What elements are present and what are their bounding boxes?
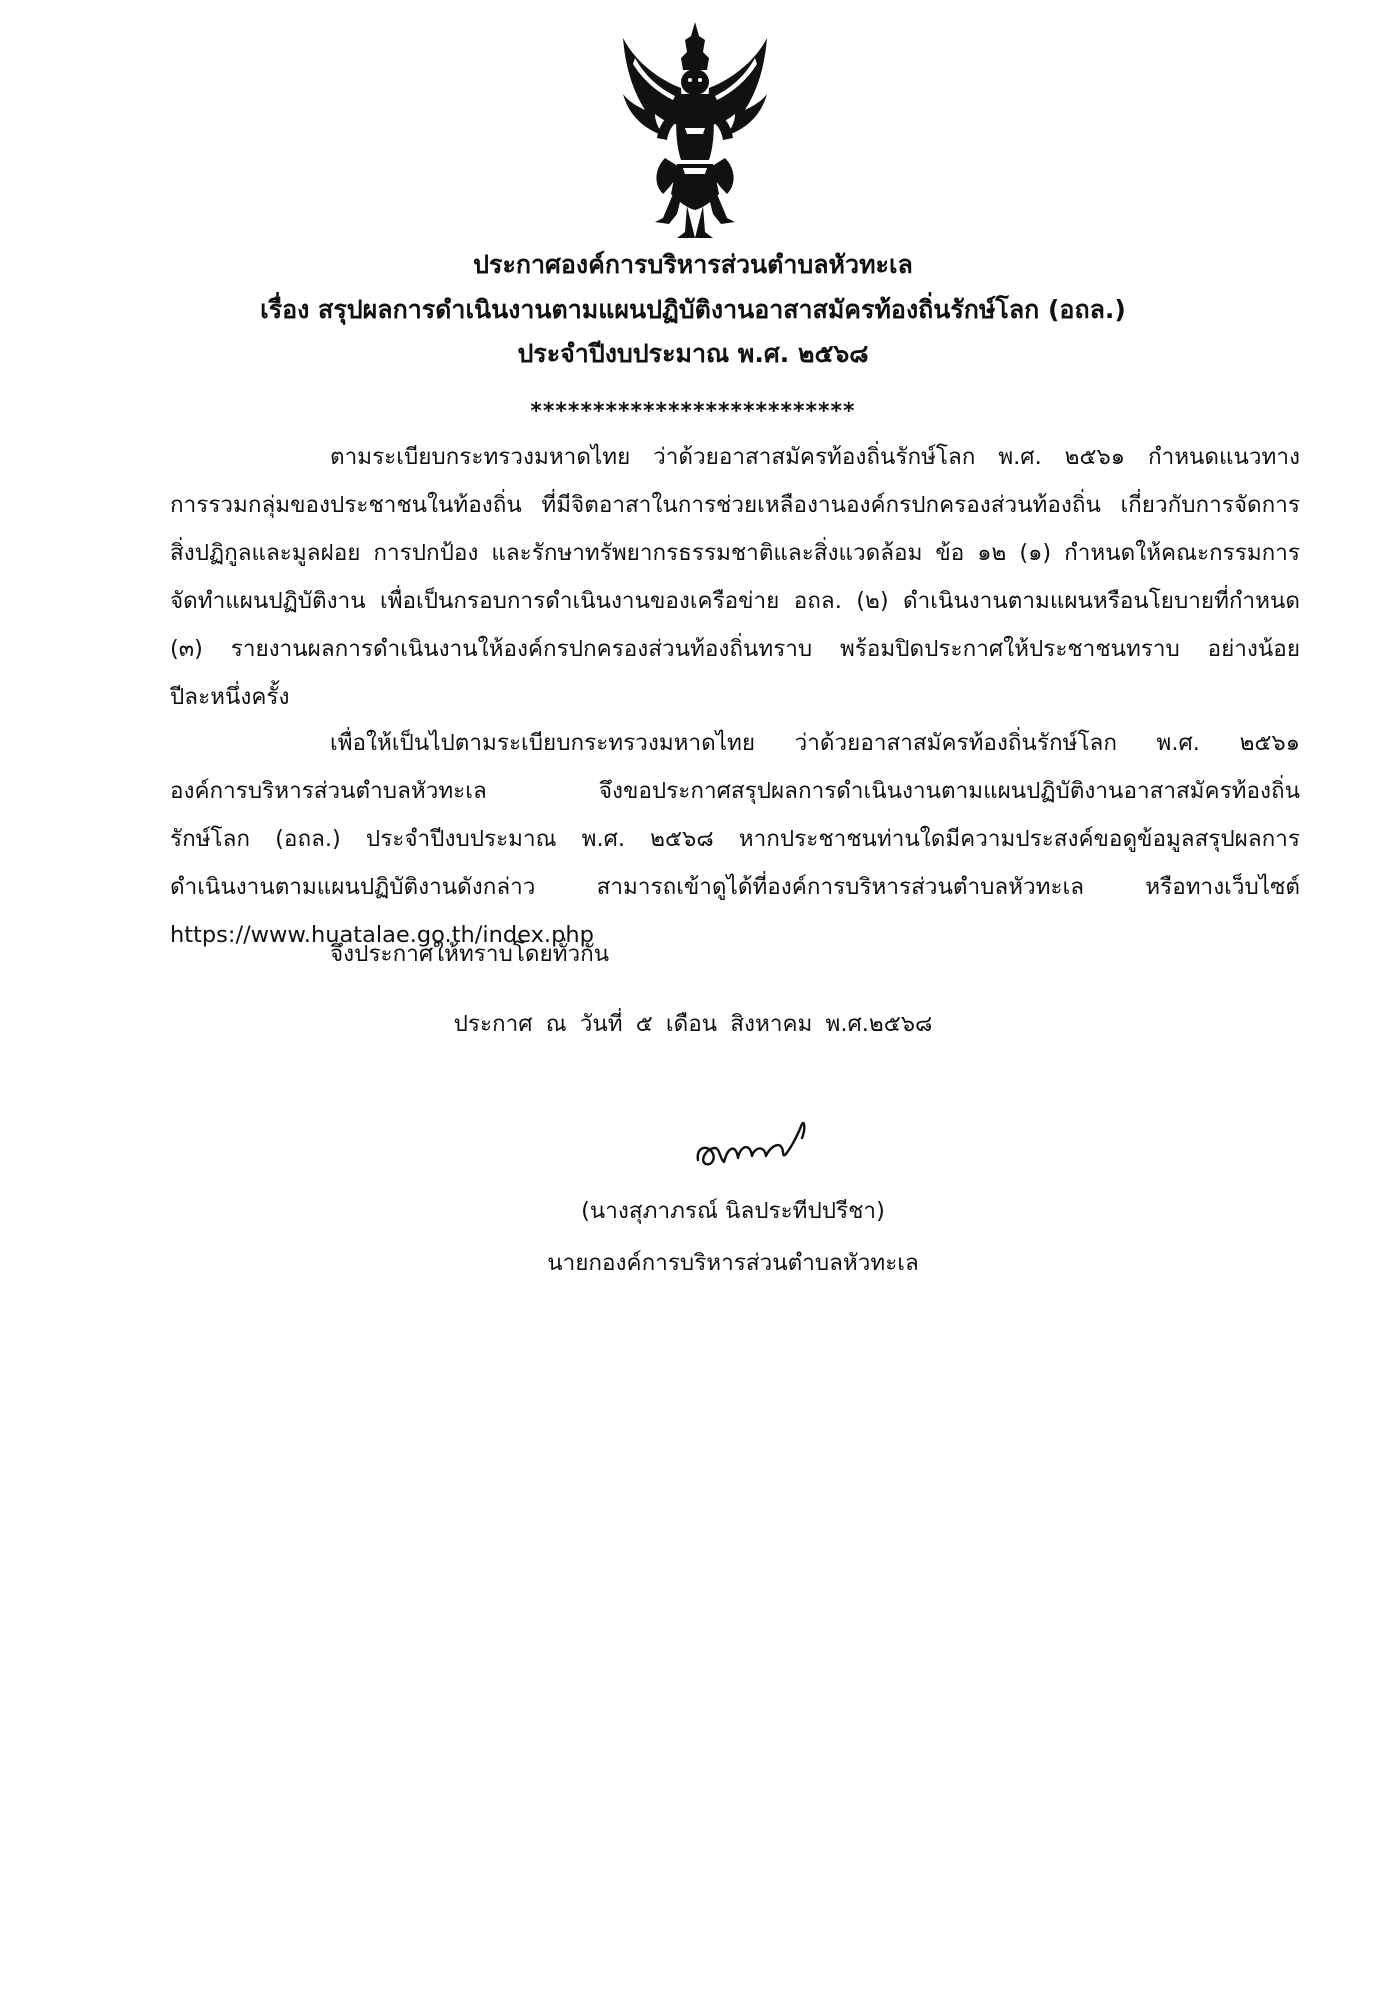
fiscal-year-line: ประจำปีงบประมาณ พ.ศ. ๒๕๖๘ — [517, 339, 869, 368]
paragraph-line: ตามระเบียบกระทรวงมหาดไทย ว่าด้วยอาสาสมัครท้องถิ่นรักษ์โลก พ.ศ. ๒๕๖๑ กำหนดแนวทาง — [330, 444, 1300, 470]
paragraph-line: (๓) รายงานผลการดำเนินงานให้องค์กรปกครองส่วนท้องถิ่นทราบ พร้อมปิดประกาศให้ประชาชนทราบ อย่างน้อย — [170, 636, 1300, 662]
closing-statement: จึงประกาศให้ทราบโดยทั่วกัน — [330, 941, 610, 967]
paragraph-line: จัดทำแผนปฏิบัติงาน เพื่อเป็นกรอบการดำเนินงานของเครือข่าย อถล. (๒) ดำเนินงานตามแผนหรือนโยบายที่กำหนด — [170, 588, 1300, 614]
paragraph-line: รักษ์โลก (อถล.) ประจำปีงบประมาณ พ.ศ. ๒๕๖๘ หากประชาชนท่านใดมีความประสงค์ขอดูข้อมูลสรุปผลการ — [170, 826, 1300, 852]
signer-title: นายกองค์การบริหารส่วนตำบลหัวทะเล — [547, 1250, 919, 1276]
signer-name: (นางสุภาภรณ์ นิลประทีปปรีชา) — [581, 1198, 885, 1224]
paragraph-line: สิ่งปฏิกูลและมูลฝอย การปกป้อง และรักษาทรัพยากรธรรมชาติและสิ่งแวดล้อม ข้อ ๑๒ (๑) กำหนดให้คณะกรรมการ — [170, 540, 1300, 566]
paragraph-line: องค์การบริหารส่วนตำบลหัวทะเล จึงขอประกาศสรุปผลการดำเนินงานตามแผนปฏิบัติงานอาสาสมัครท้องถิ่น — [170, 778, 1300, 804]
handwritten-signature — [690, 1110, 850, 1180]
paragraph-line: เพื่อให้เป็นไปตามระเบียบกระทรวงมหาดไทย ว่าด้วยอาสาสมัครท้องถิ่นรักษ์โลก พ.ศ. ๒๕๖๑ — [330, 730, 1300, 756]
paragraph-line: ปีละหนึ่งครั้ง — [170, 684, 290, 710]
body-paragraph-1 — [170, 433, 1300, 721]
website-url: https://www.huatalae.go.th/index.php — [170, 922, 594, 948]
body-paragraph-2 — [170, 719, 1300, 959]
garuda-emblem-icon — [615, 18, 775, 243]
separator-asterisks: ************************** — [530, 399, 856, 424]
announcement-heading: ประกาศองค์การบริหารส่วนตำบลหัวทะเล — [473, 250, 913, 279]
paragraph-line: การรวมกลุ่มของประชาชนในท้องถิ่น ที่มีจิตอาสาในการช่วยเหลืองานองค์กรปกครองส่วนท้องถิ่น เกี่ยวกับการจัดการ — [170, 492, 1300, 518]
paragraph-line: ดำเนินงานตามแผนปฏิบัติงานดังกล่าว สามารถเข้าดูได้ที่องค์การบริหารส่วนตำบลหัวทะเล หรือทางเว็บไซต์ — [170, 874, 1300, 900]
announcement-date: ประกาศ ณ วันที่ ๕ เดือน สิงหาคม พ.ศ.๒๕๖๘ — [453, 1011, 933, 1037]
announcement-subject: เรื่อง สรุปผลการดำเนินงานตามแผนปฏิบัติงานอาสาสมัครท้องถิ่นรักษ์โลก (อถล.) — [260, 295, 1126, 324]
